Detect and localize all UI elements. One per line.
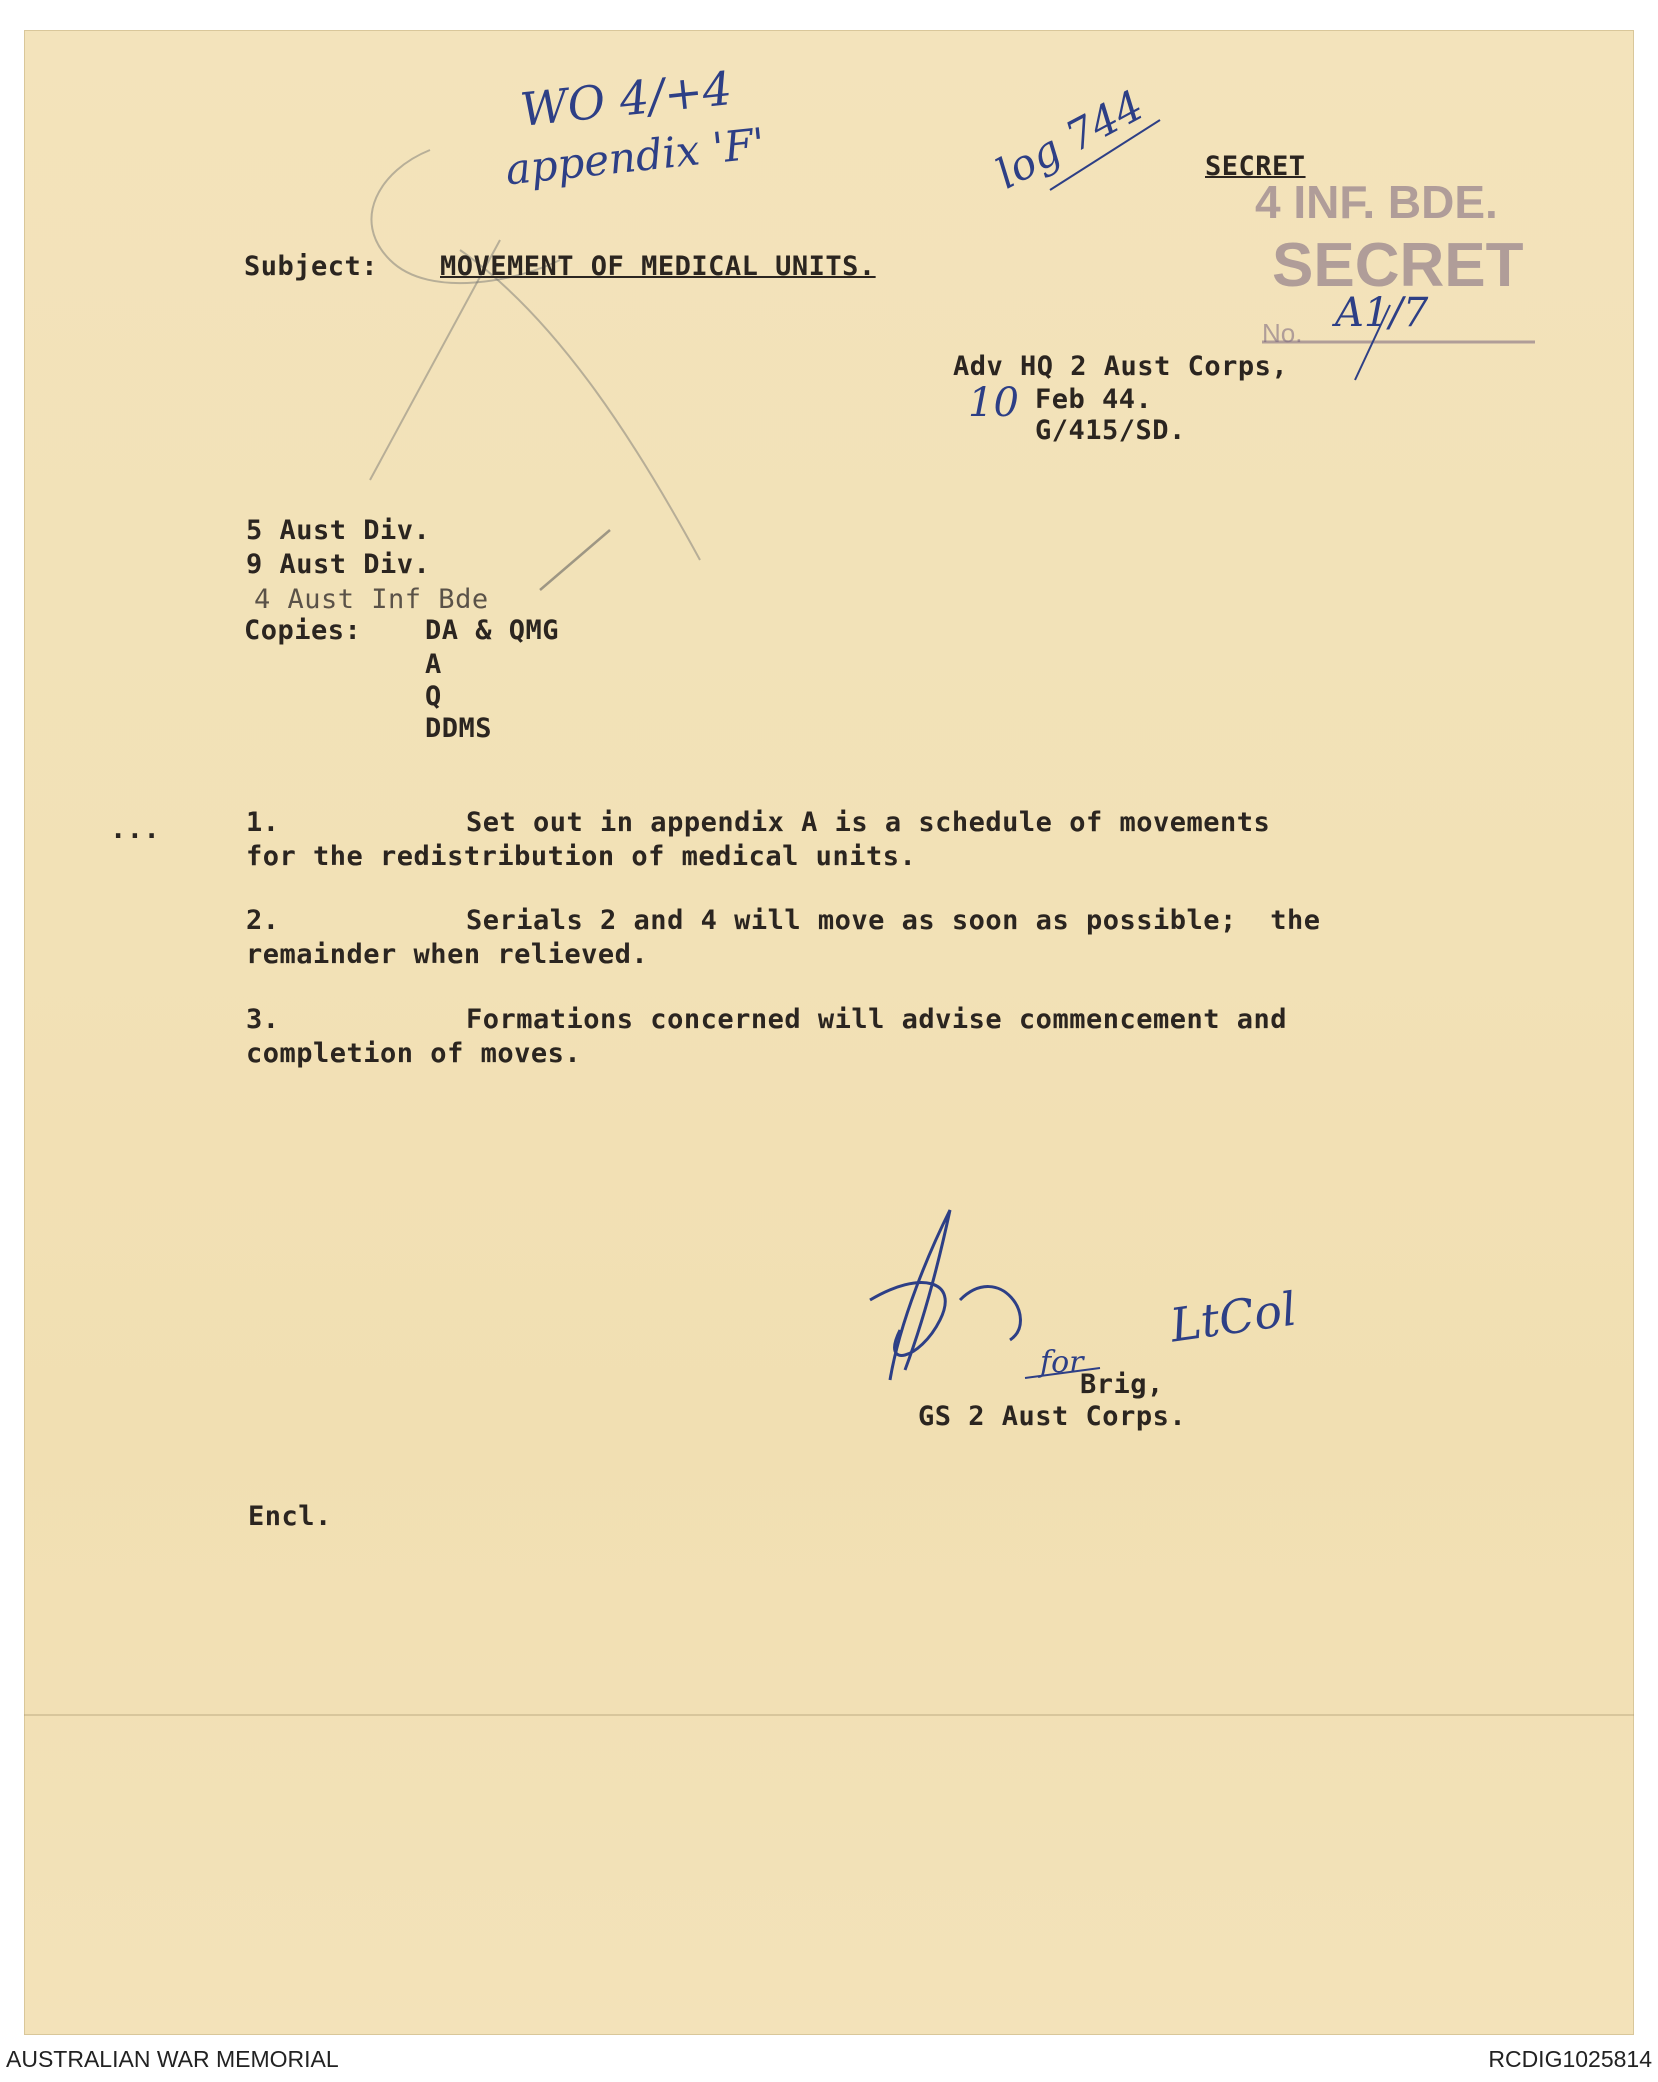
- para-2-number: 2.: [246, 905, 280, 936]
- recipient-1: 5 Aust Div.: [246, 515, 431, 546]
- annotation-log: log 744: [987, 80, 1152, 199]
- recipient-added: 4 Aust Inf Bde: [254, 584, 489, 615]
- classification: SECRET: [1205, 151, 1306, 182]
- sender-date: Feb 44.: [1035, 384, 1153, 415]
- signature-rank: Brig,: [1080, 1369, 1164, 1400]
- para-3-number: 3.: [246, 1004, 280, 1035]
- para-1-line-1: Set out in appendix A is a schedule of movements: [466, 807, 1271, 838]
- margin-mark: ...: [110, 814, 161, 845]
- copy-4: DDMS: [425, 713, 493, 744]
- subject-title: MOVEMENT OF MEDICAL UNITS.: [440, 251, 876, 282]
- footer-id: RCDIG1025814: [1488, 2046, 1652, 2072]
- stamp-unit: 4 INF. BDE.: [1255, 176, 1498, 228]
- copy-3: Q: [425, 681, 442, 712]
- para-3-line-2: completion of moves.: [246, 1038, 582, 1069]
- copy-1: DA & QMG: [425, 615, 560, 646]
- annotation-file-no: A1/7: [1335, 290, 1429, 336]
- para-3-line-1: Formations concerned will advise commencement and: [466, 1004, 1288, 1035]
- para-2-line-1: Serials 2 and 4 will move as soon as possible; the: [466, 905, 1321, 936]
- annotation-date-day: 10: [968, 380, 1019, 426]
- reference-number: G/415/SD.: [1035, 415, 1186, 446]
- copy-2: A: [425, 649, 442, 680]
- signature-for: for: [1040, 1345, 1084, 1380]
- subject-label: Subject:: [244, 251, 379, 282]
- recipient-2: 9 Aust Div.: [246, 549, 431, 580]
- para-1-line-2: for the redistribution of medical units.: [246, 841, 917, 872]
- enclosure: Encl.: [248, 1501, 332, 1532]
- para-1-number: 1.: [246, 807, 280, 838]
- copies-label: Copies:: [244, 615, 362, 646]
- stamp-no-label: No.: [1262, 318, 1303, 348]
- signature-title: GS 2 Aust Corps.: [918, 1401, 1187, 1432]
- sender-address: Adv HQ 2 Aust Corps,: [953, 351, 1289, 382]
- annotation-appendix: appendix 'F': [503, 118, 768, 195]
- signature-suffix: LtCol: [1166, 1281, 1300, 1353]
- annotation-wo: WO 4/+4: [517, 61, 735, 137]
- footer-source: AUSTRALIAN WAR MEMORIAL: [6, 2046, 339, 2072]
- stamp-secret: SECRET: [1272, 231, 1524, 300]
- para-2-line-2: remainder when relieved.: [246, 939, 649, 970]
